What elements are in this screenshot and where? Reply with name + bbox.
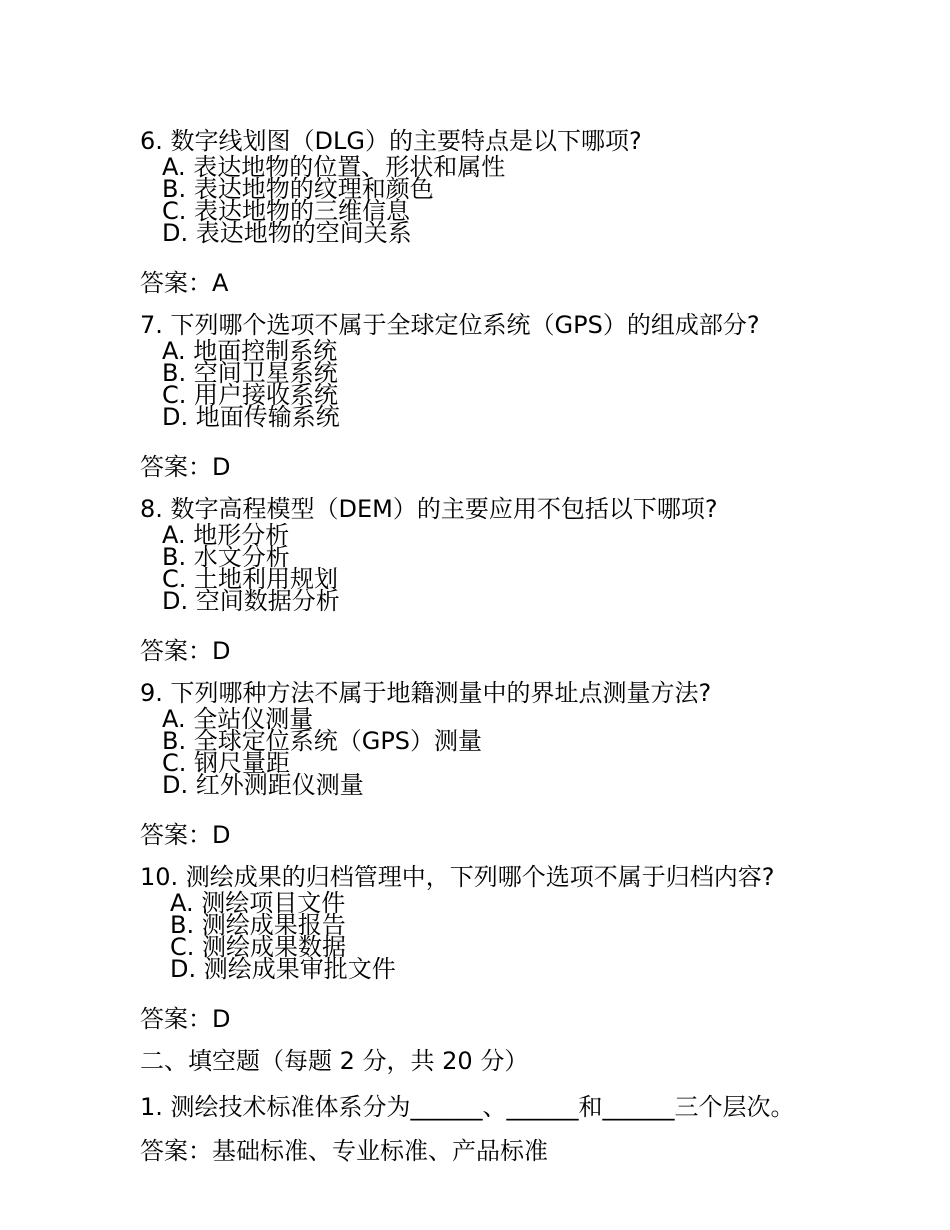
option-a: A. 地形分析 [162,521,290,549]
question-title: 8. 数字高程模型（DEM）的主要应用不包括以下哪项? [140,495,718,523]
option-c: C. 土地利用规划 [162,565,339,593]
option-d: D. 测绘成果审批文件 [170,955,396,983]
option-d: D. 地面传输系统 [162,403,340,431]
option-list [140,153,830,247]
question-title: 6. 数字线划图（DLG）的主要特点是以下哪项? [140,127,642,155]
answer-text: 答案：D [140,453,231,481]
option-d: D. 表达地物的空间关系 [162,219,412,247]
answer-text: 答案：D [140,1005,231,1033]
question-title: 9. 下列哪种方法不属于地籍测量中的界址点测量方法? [140,679,712,707]
option-list [140,337,830,431]
option-b: B. 水文分析 [162,543,290,571]
answer-text: 答案：D [140,637,231,665]
option-c: C. 钢尺量距 [162,749,291,777]
option-list [140,521,830,615]
option-d: D. 红外测距仪测量 [162,771,364,799]
answer-text: 答案：D [140,821,231,849]
option-b: B. 全球定位系统（GPS）测量 [162,727,483,755]
question-title: 10. 测绘成果的归档管理中，下列哪个选项不属于归档内容? [140,863,775,891]
option-a: A. 表达地物的位置、形状和属性 [162,153,506,181]
option-list [140,889,830,983]
option-b: B. 空间卫星系统 [162,359,338,387]
option-c: C. 测绘成果数据 [170,933,347,961]
option-d: D. 空间数据分析 [162,587,340,615]
option-a: A. 全站仪测量 [162,705,314,733]
answer-text: 答案：A [140,269,229,297]
question-9 [140,678,830,850]
option-b: B. 测绘成果报告 [170,911,346,939]
option-a: A. 地面控制系统 [162,337,338,365]
option-c: C. 表达地物的三维信息 [162,197,411,225]
option-c: C. 用户接收系统 [162,381,339,409]
fill-answer-1: 答案：基础标准、专业标准、产品标准 [140,1137,548,1165]
fill-question-1: 1. 测绘技术标准体系分为______、______和______三个层次。 [140,1093,795,1121]
question-title: 7. 下列哪个选项不属于全球定位系统（GPS）的组成部分? [140,311,760,339]
document-page [140,126,830,1166]
option-b: B. 表达地物的纹理和颜色 [162,175,434,203]
section-title-fill-in: 二、填空题（每题 2 分，共 20 分） [140,1047,529,1075]
question-7 [140,310,830,482]
option-list [140,705,830,799]
option-a: A. 测绘项目文件 [170,889,346,917]
question-10 [140,862,830,1034]
question-6 [140,126,830,298]
question-8 [140,494,830,666]
